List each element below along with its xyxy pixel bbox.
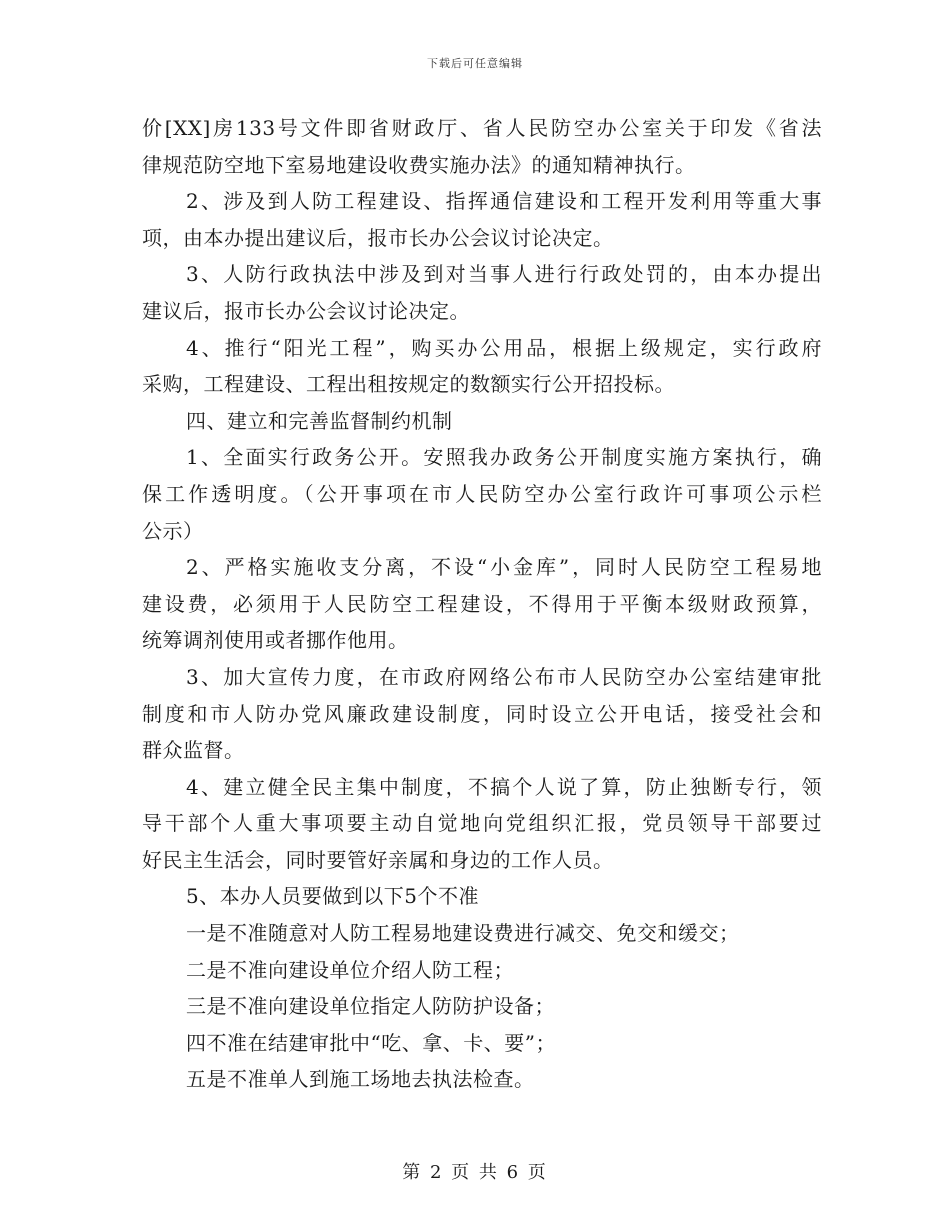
list-item: 三是不准向建设单位指定人防防护设备；	[186, 994, 555, 1019]
paragraph-line: 好民主生活会，同时要管好亲属和身边的工作人员。	[142, 847, 614, 872]
paragraph-line: 4、推行“阳光工程”，购买办公用品，根据上级规定，实行政府	[186, 335, 822, 360]
paragraph-line: 群众监督。	[142, 738, 245, 763]
paragraph-line: 4、建立健全民主集中制度，不搞个人说了算，防止独断专行，领	[186, 774, 822, 799]
paragraph-line: 1、全面实行政务公开。安照我办政务公开制度实施方案执行，确	[186, 445, 822, 470]
document-body	[142, 110, 822, 1098]
paragraph-line: 制度和市人防办党风廉政建设制度，同时设立公开电话，接受社会和	[142, 701, 822, 726]
list-item: 五是不准单人到施工场地去执法检查。	[186, 1067, 535, 1092]
paragraph-line: 3、加大宣传力度，在市政府网络公布市人民防空办公室结建审批	[186, 664, 822, 689]
paragraph-line: 项，由本办提出建议后，报市长办公会议讨论决定。	[142, 225, 614, 250]
paragraph-line: 保工作透明度。（公开事项在市人民防空办公室行政许可事项公示栏	[142, 481, 822, 506]
paragraph-line: 统筹调剂使用或者挪作他用。	[142, 628, 409, 653]
page-number: 第 2 页 共 6 页	[402, 1162, 548, 1183]
paragraph-line: 建设费，必须用于人民防空工程建设，不得用于平衡本级财政预算，	[142, 591, 822, 616]
paragraph-line: 公示）	[142, 518, 204, 543]
page-header: 下载后可任意编辑	[427, 57, 523, 70]
paragraph-line: 价[XX]房133号文件即省财政厅、省人民防空办公室关于印发《省法	[142, 116, 822, 140]
list-item: 一是不准随意对人防工程易地建设费进行减交、免交和缓交；	[186, 921, 740, 946]
paragraph-line: 2、涉及到人防工程建设、指挥通信建设和工程开发利用等重大事	[186, 189, 822, 214]
list-item: 四不准在结建审批中“吃、拿、卡、要”；	[186, 1030, 556, 1055]
paragraph-line: 采购，工程建设、工程出租按规定的数额实行公开招投标。	[142, 372, 675, 397]
section-heading: 四、建立和完善监督制约机制	[186, 408, 453, 433]
list-item: 二是不准向建设单位介绍人防工程；	[186, 957, 514, 982]
paragraph-line: 建议后，报市长办公会议讨论决定。	[142, 298, 470, 323]
list-heading: 5、本办人员要做到以下5个不准	[186, 884, 479, 909]
paragraph-line: 2、严格实施收支分离，不设“小金库”，同时人民防空工程易地	[186, 555, 822, 580]
paragraph-line: 3、人防行政执法中涉及到对当事人进行行政处罚的，由本办提出	[186, 262, 822, 287]
paragraph-line: 导干部个人重大事项要主动自觉地向党组织汇报，党员领导干部要过	[142, 811, 822, 836]
paragraph-line: 律规范防空地下室易地建设收费实施办法》的通知精神执行。	[142, 152, 696, 177]
